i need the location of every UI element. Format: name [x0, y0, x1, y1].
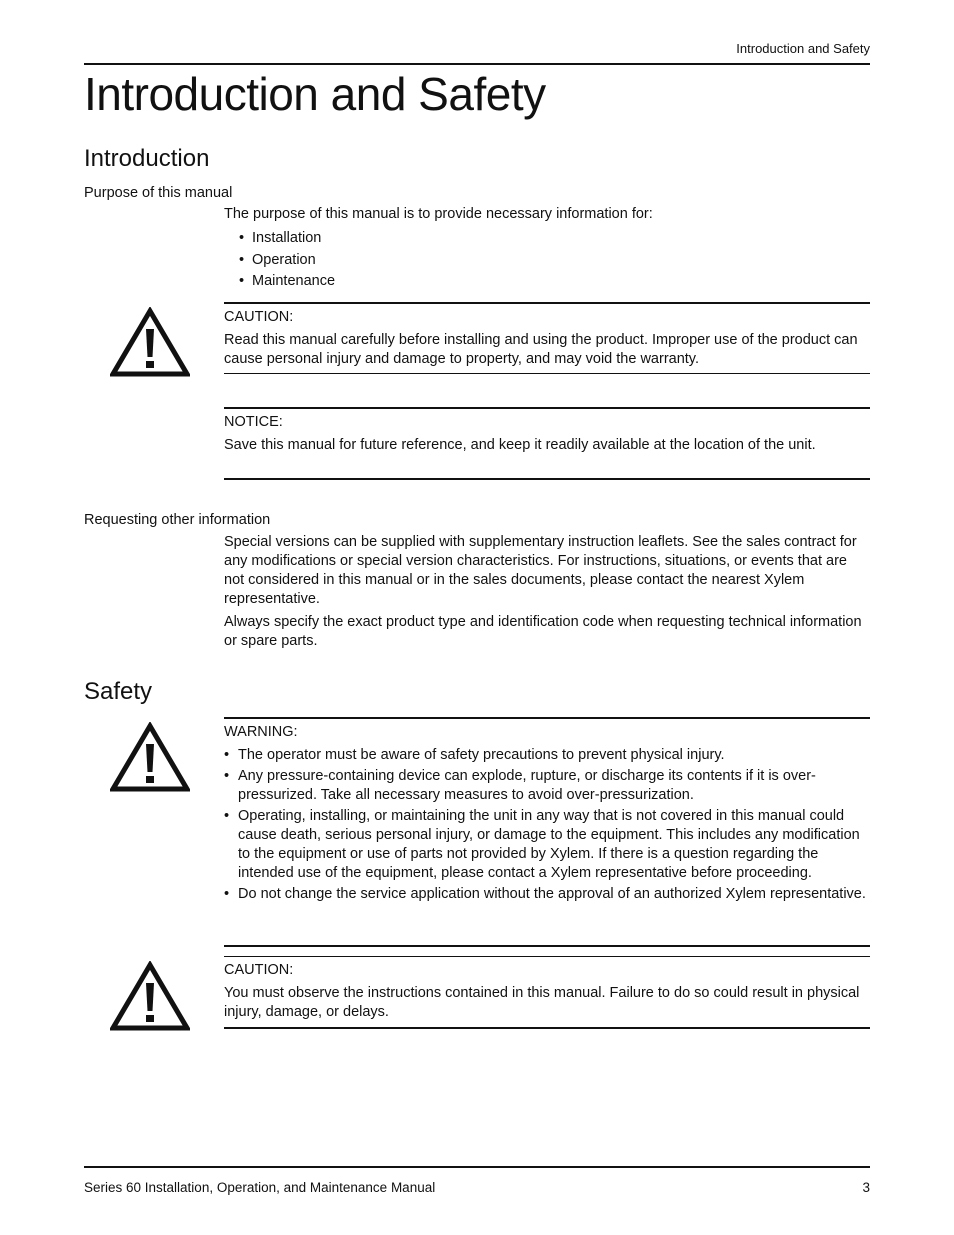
warning-triangle-icon — [110, 722, 190, 792]
page-number: 3 — [862, 1180, 870, 1195]
warning-list — [224, 746, 870, 904]
warning-triangle-icon — [110, 307, 190, 377]
notice-box — [224, 407, 870, 455]
warning-bottom-rule — [224, 945, 870, 947]
purpose-list — [224, 228, 870, 293]
subheading-requesting: Requesting other information — [84, 512, 271, 528]
section-heading-introduction: Introduction — [84, 145, 210, 172]
section-heading-safety: Safety — [84, 678, 153, 705]
list-item: • Operation — [224, 250, 870, 272]
notice-bottom-rule — [224, 478, 870, 480]
caution-bottom-rule — [224, 1027, 870, 1029]
list-item: • The operator must be aware of safety precautions to prevent physical injury. — [224, 746, 870, 765]
caution-box — [224, 302, 870, 369]
notice-label: NOTICE: — [224, 414, 283, 430]
purpose-text: The purpose of this manual is to provide necessary information for: — [224, 206, 653, 222]
list-item: • Maintenance — [224, 271, 870, 293]
caution-text: You must observe the instructions contained in this manual. Failure to do so could result in physical injury, damage, or delays. — [224, 985, 860, 1020]
paragraph: Special versions can be supplied with supplementary instruction leaflets. See the sales contract for any modifications or special version characteristics. For instructions, situations, or events that are not considered in this manual or in the sales documents, please contact the nearest Xylem representative. — [224, 534, 857, 607]
requesting-block — [224, 533, 870, 655]
caution-text: Read this manual carefully before installing and using the product. Improper use of the product can cause personal injury and damage to property, and may void the warranty. — [224, 332, 858, 367]
paragraph: Always specify the exact product type and identification code when requesting technical information or spare parts. — [224, 614, 862, 649]
footer-rule — [84, 1166, 870, 1168]
list-item: • Operating, installing, or maintaining the unit in any way that is not covered in this manual could cause death, serious personal injury, or damage to the equipment. This includes any modification to the equipment or use of parts not provided by Xylem. If there is a question regarding the intended use of the equipment, please contact a Xylem representative before proceeding. — [224, 807, 870, 883]
page-title: Introduction and Safety — [84, 68, 546, 120]
caution-bottom-rule — [224, 373, 870, 374]
caution-box — [224, 956, 870, 1022]
caution-label: CAUTION: — [224, 962, 294, 978]
purpose-block — [224, 205, 870, 293]
warning-triangle-icon — [110, 961, 190, 1031]
notice-text: Save this manual for future reference, and keep it readily available at the location of the unit. — [224, 437, 816, 453]
list-item: • Do not change the service application without the approval of an authorized Xylem representative. — [224, 885, 870, 904]
warning-label: WARNING: — [224, 724, 298, 740]
list-item: • Any pressure-containing device can explode, rupture, or discharge its contents if it is over-pressurized. Take all necessary measures to avoid over-pressurization. — [224, 767, 870, 805]
subheading-purpose: Purpose of this manual — [84, 185, 233, 201]
running-header: Introduction and Safety — [736, 41, 870, 56]
caution-label: CAUTION: — [224, 309, 294, 325]
header-rule — [84, 63, 870, 65]
footer-title: Series 60 Installation, Operation, and Maintenance Manual — [84, 1180, 436, 1195]
warning-box — [224, 717, 870, 906]
list-item: • Installation — [224, 228, 870, 250]
